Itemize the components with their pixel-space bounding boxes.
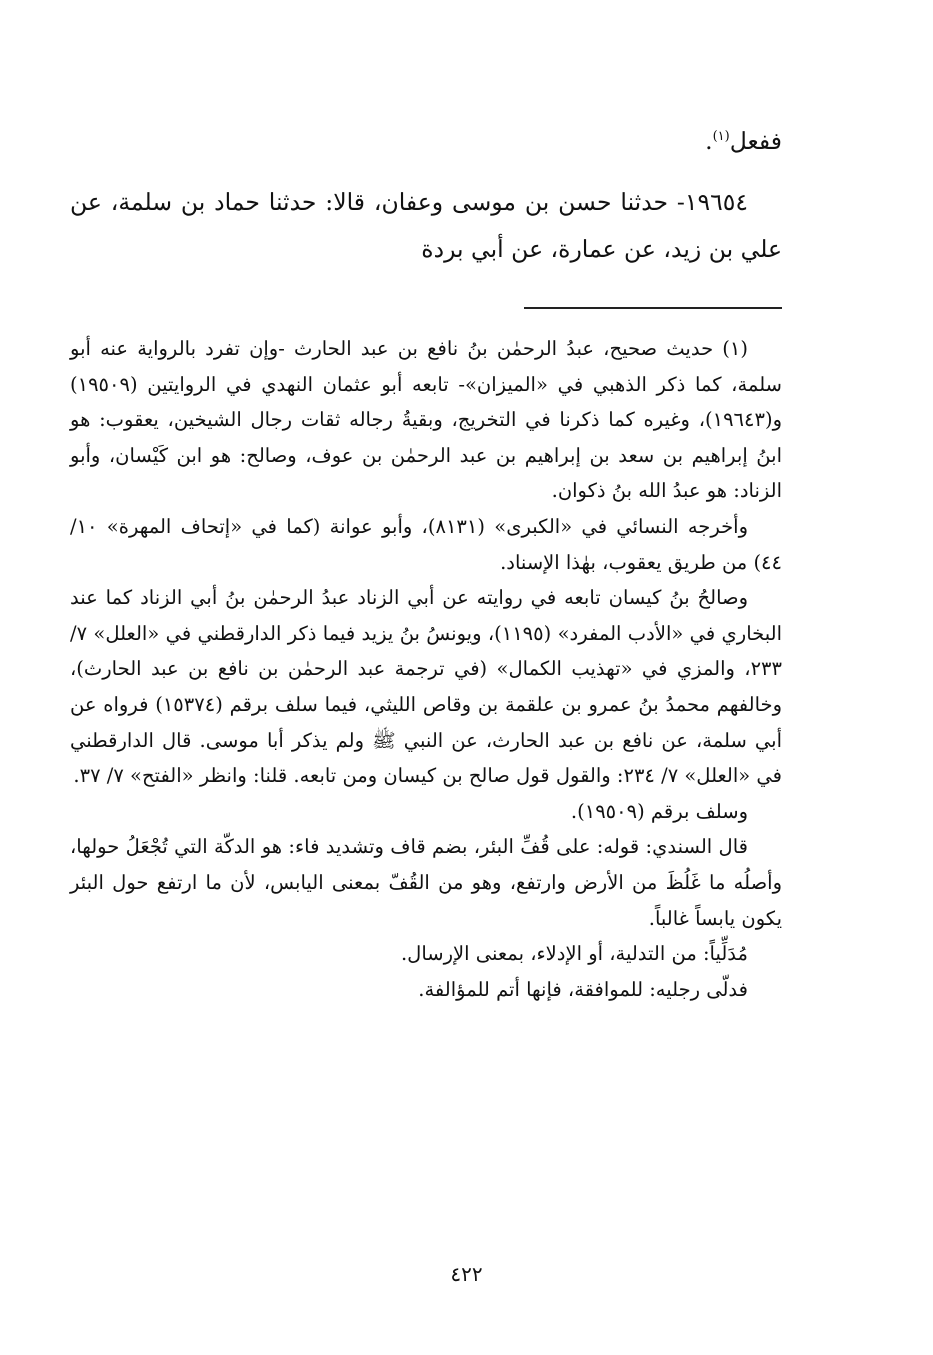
footnote-paragraph: وصالحُ بنُ كيسان تابعه في روايته عن أبي الزناد عبدُ الرحمٰن بنُ أبي الزناد كما عند البخاري في «الأدب المفرد» (١١٩٥)، ويونسُ بنُ يزيد فيما ذكر الدارقطني في «العلل» ٧/ ٢٣٣، والمزي في «تهذيب الكمال» (في ترجمة عبد الرحمٰن بن نافع بن عبد الحارث)، وخالفهم محمدُ بنُ عمرو بن علقمة بن وقاص الليثي، فيما سلف برقم (١٥٣٧٤) فرواه عن أبي سلمة، عن نافع بن عبد الحارث، عن النبي ﷺ ولم يذكر أبا موسى. قال الدارقطني في «العلل» ٧/ ٢٣٤: والقول قول صالح بن كيسان ومن تابعه. قلنا: وانظر «الفتح» ٧/ ٣٧.	[70, 586, 782, 788]
page-body	[70, 118, 782, 1007]
continuation-end: .	[705, 127, 713, 155]
continuation-line	[70, 118, 782, 165]
page-number: ٤٢٢	[450, 1262, 483, 1286]
footnote-reference: (١)	[712, 129, 730, 145]
footnotes-section	[70, 331, 782, 1007]
footnote-paragraph: مُدَلِّياً: من التدلية، أو الإدلاء، بمعنى الإرسال.	[400, 942, 748, 966]
continuation-text: ففعل	[729, 127, 782, 155]
footnote-paragraph: قال السندي: قوله: على قُفِّ البئر، بضم قاف وتشديد فاء: هو الدكّة التي تُجْعَلُ حولها، وأصلُه ما غَلُظَ من الأرض وارتفع، وهو من القُفّ بمعنى اليابس، لأن ما ارتفع حول البئر يكون يابساً غالباً.	[70, 835, 782, 930]
footnote-paragraph: فدلّى رجليه: للموافقة، فإنها أتم للمؤالفة.	[418, 977, 748, 1001]
hadith-text: ١٩٦٥٤- حدثنا حسن بن موسى وعفان، قالا: حدثنا حماد بن سلمة، عن علي بن زيد، عن عمارة، عن أبي بردة	[70, 188, 782, 263]
footnote-separator	[524, 307, 782, 309]
main-text	[70, 118, 782, 273]
footnote-paragraph: (١) حديث صحيح، عبدُ الرحمٰن بنُ نافع بن عبد الحارث -وإن تفرد بالرواية عنه أبو سلمة، كما ذكر الذهبي في «الميزان»- تابعه أبو عثمان النهدي في الروايتين (١٩٥٠٩) و(١٩٦٤٣)، وغيره كما ذكرنا في التخريج، وبقيةُ رجاله ثقات رجال الشيخين، يعقوب: هو ابنُ إبراهيم بن سعد بن إبراهيم بن عبد الرحمٰن بن عوف، وصالح: هو ابن كَيْسان، وأبو الزناد: هو عبدُ الله بنُ ذكوان.	[70, 337, 782, 503]
footnote-paragraph: وأخرجه النسائي في «الكبرى» (٨١٣١)، وأبو عوانة (كما في «إتحاف المهرة» ١٠/ ٤٤) من طريق يعقوب، بهٰذا الإسناد.	[70, 514, 782, 574]
footnote-paragraph: وسلف برقم (١٩٥٠٩).	[570, 799, 748, 823]
